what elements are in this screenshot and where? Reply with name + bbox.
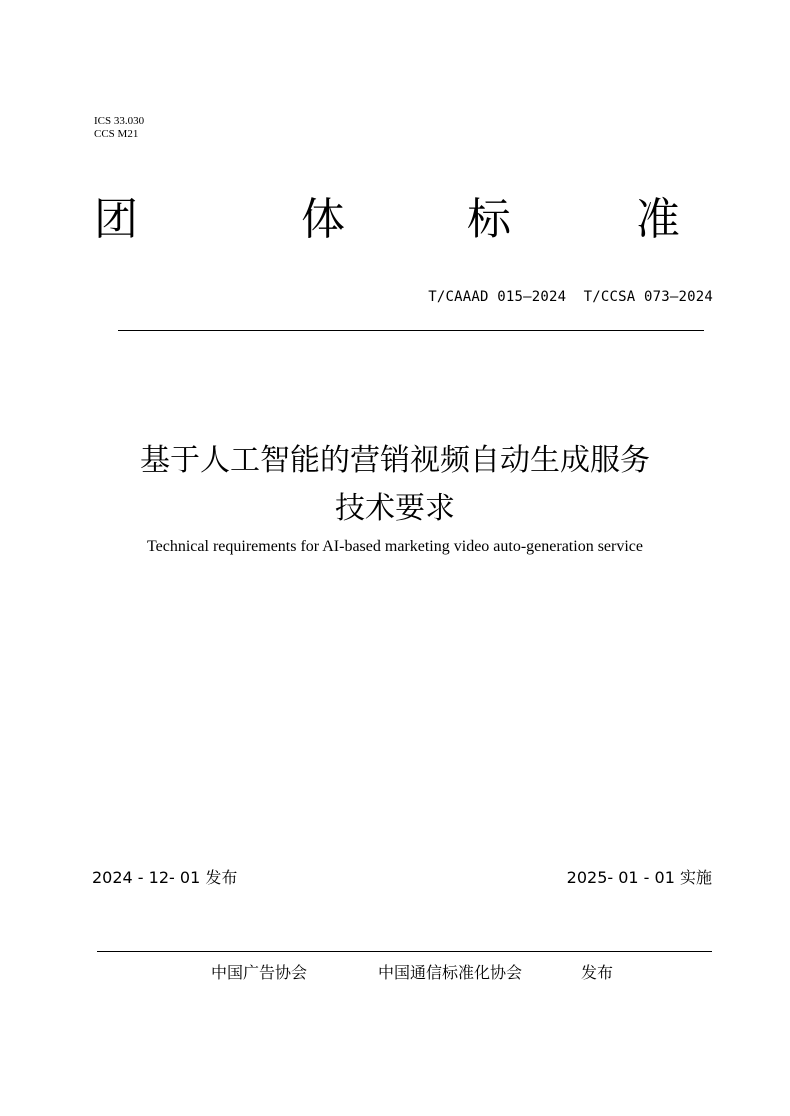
standard-type-char-4: 准 bbox=[636, 194, 680, 245]
bottom-divider bbox=[97, 951, 712, 952]
standard-type-char-1: 团 bbox=[94, 194, 138, 245]
top-divider bbox=[118, 330, 704, 331]
publish-date: 2024 - 12- 01 发布 bbox=[92, 868, 238, 887]
publisher-org-1: 中国广告协会 bbox=[211, 963, 308, 982]
publisher-org-2: 中国通信标准化协会 bbox=[378, 963, 523, 982]
english-title: Technical requirements for AI-based marketing video auto-generation service bbox=[146, 538, 643, 555]
standard-type-char-2: 体 bbox=[301, 194, 345, 245]
ccs-code: CCS M21 bbox=[94, 128, 139, 140]
classification-codes bbox=[94, 115, 144, 141]
standard-number: T/CAAAD 015—2024 T/CCSA 073—2024 bbox=[428, 289, 713, 305]
standard-type-char-3: 标 bbox=[467, 194, 511, 245]
ics-code: ICS 33.030 bbox=[94, 115, 145, 127]
document-title-line-2: 技术要求 bbox=[335, 491, 455, 526]
publish-action: 发布 bbox=[581, 963, 614, 982]
implement-date: 2025- 01 - 01 实施 bbox=[566, 868, 712, 887]
document-title-line-1: 基于人工智能的营销视频自动生成服务 bbox=[140, 443, 650, 478]
